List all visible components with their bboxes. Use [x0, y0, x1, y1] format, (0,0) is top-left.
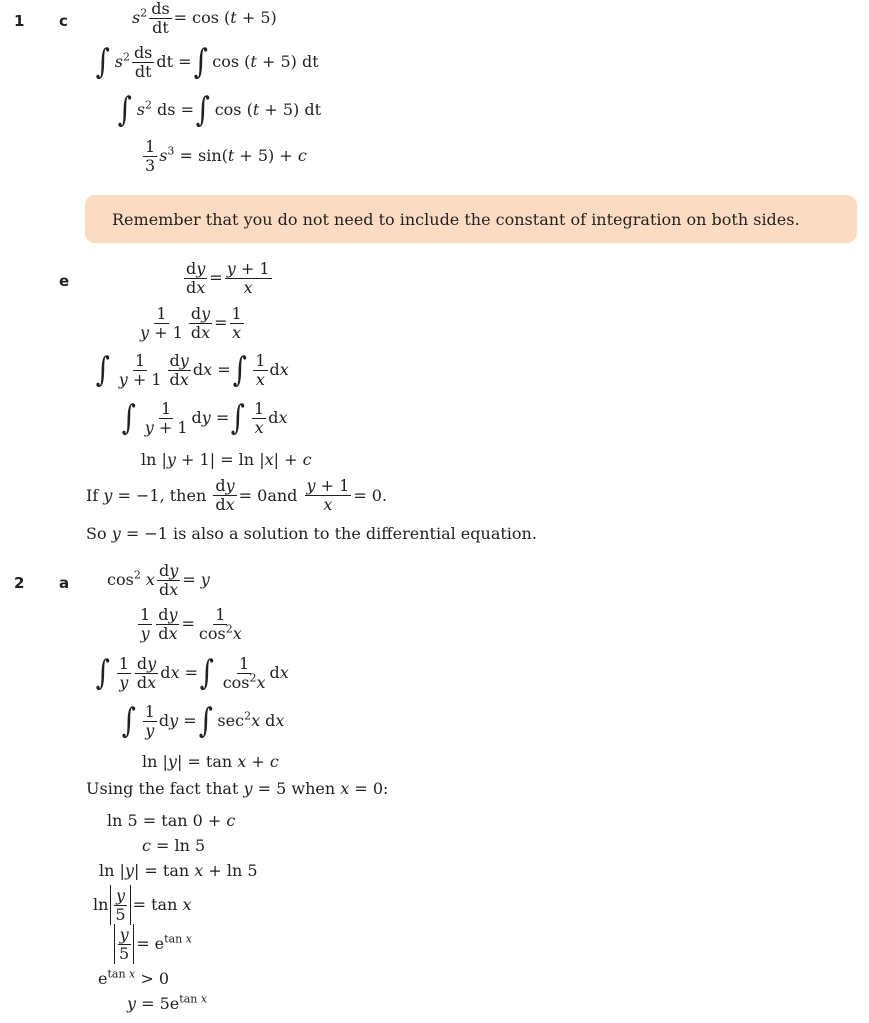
equation-line: ln |y| = tan x + ln 5: [99, 860, 258, 880]
equation-line: $\frac{y}{5}$ = $e^{tan x}$: [112, 924, 192, 964]
equation-line: $\frac{dy}{dx}$ = $\frac{y + 1}{x}$: [186, 259, 270, 297]
paragraph: Using the fact that y = 5 when x = 0:: [86, 779, 389, 798]
text-then: , then: [159, 485, 207, 505]
equation-line: $e^{tan x} > 0$: [98, 967, 170, 988]
paragraph: So y = −1 is also a solution to the differential equation.: [86, 524, 537, 543]
part-label-a: a: [59, 574, 70, 592]
text-using-fact: Using the fact that: [86, 779, 239, 798]
text-when: when: [291, 779, 336, 798]
question-number: 1: [14, 12, 25, 30]
equation-line: $\frac{1}{y}$ $\frac{dy}{dx}$ = $\frac{1}{\cos^2x}$: [140, 605, 242, 643]
equation-line: ln $\frac{y}{5}$ = tan x: [93, 885, 192, 924]
equation-line: $\frac{1}{y + 1}$ $\frac{dy}{dx}$ = $\frac{1}{x}$: [140, 304, 242, 342]
equation-line: ∫ $s^2$ $\frac{ds}{dt}$ dt =∫ cos (t + 5) dt: [95, 42, 319, 83]
part-label-c: c: [59, 12, 68, 30]
equation-line: $\frac{1}{3}$ $s^3 = \sin(t + 5) + c$: [145, 137, 307, 175]
equation-line: ∫ $\frac{1}{y + 1}$ dy =∫ $\frac{1}{x}$ dx: [121, 398, 288, 439]
part-label-e: e: [59, 272, 70, 290]
text-so: So: [86, 524, 107, 543]
equation-line: ∫ $\frac{1}{y}$ dy =∫ $\sec^2x$ dx: [121, 701, 285, 742]
hint-box: [85, 195, 857, 243]
equation-line: $\cos^2 x$ $\frac{dy}{dx}$ = y: [107, 561, 210, 599]
equation-line: ∫ $\frac{1}{y}$ $\frac{dy}{dx}$ dx =∫ $\frac{1}{\cos^2x}$ dx: [95, 653, 289, 694]
paragraph: If y = −1, then $\frac{dy}{dx}$ = 0and $\frac{y + 1}{x}$ = 0.: [86, 476, 388, 514]
hint-text: Remember that you do not need to include the constant of integration on both sides.: [112, 210, 800, 229]
equation-line: ln |y| = tan x + c: [142, 751, 279, 771]
question-number: 2: [14, 574, 25, 592]
equation-line: ∫ $s^2$ ds =∫ cos (t + 5) dt: [117, 90, 322, 130]
equation-line: ∫ $\frac{1}{y + 1}$ $\frac{dy}{dx}$ dx =∫ $\frac{1}{x}$ dx: [95, 350, 289, 391]
text-and: and: [267, 485, 298, 505]
equation-line: ln 5 = tan 0 + c: [107, 810, 236, 830]
equation-line: $y = 5e^{tan x}$: [127, 992, 208, 1013]
equation-line: ln |y + 1| = ln |x| + c: [141, 449, 312, 469]
equation-line: c = ln 5: [142, 835, 206, 855]
equation-line: $s^2$ $\frac{ds}{dt}$ = cos (t + 5): [132, 0, 277, 37]
text-solution: is also a solution to the differential equation.: [173, 524, 537, 543]
text-if: If: [86, 485, 99, 505]
